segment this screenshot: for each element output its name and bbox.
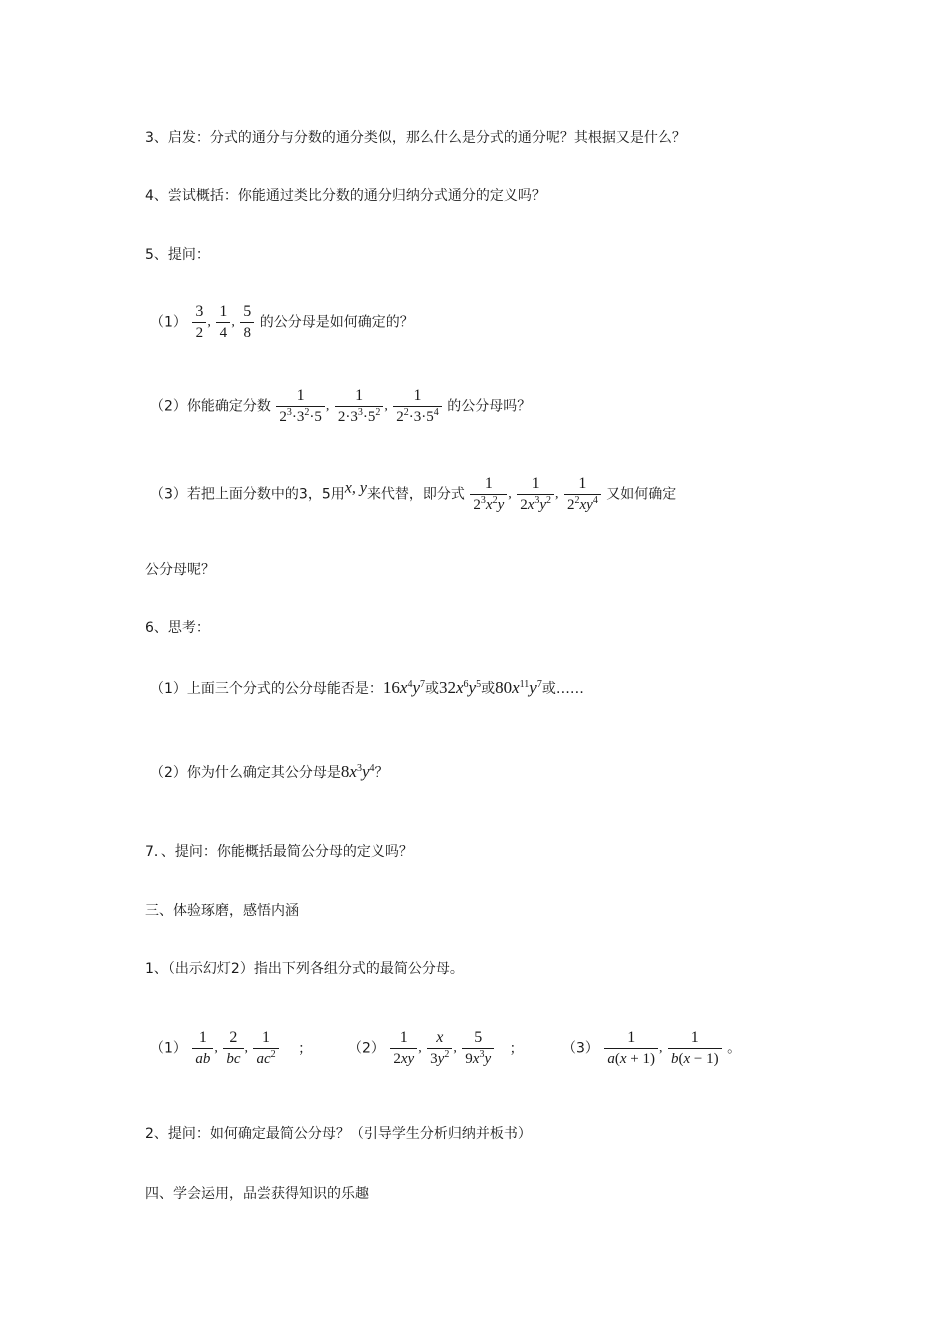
paragraph-3: 3、启发：分式的通分与分数的通分类似，那么什么是分式的通分呢？其根据又是什么？	[145, 130, 686, 146]
fraction: $\frac{x}{3y^2}$	[427, 1028, 452, 1069]
expression: $80x^{11}y^7$	[495, 678, 542, 697]
fraction: $\frac{1}{2x^3y^2}$	[517, 474, 554, 515]
fraction: $\frac{1}{2^3x^2y}$	[470, 474, 507, 515]
fraction: $\frac{2}{bc}$	[223, 1028, 243, 1069]
exercise-group-1: （1） $\frac{1}{ab}$ , $\frac{2}{bc}$ , $\frac{1}{ac^2}$ ；	[150, 1029, 313, 1067]
question-2: （2）你能确定分数 $\frac{1}{2^3\cdot 3^2\cdot 5}$ , $\frac{1}{2\cdot 3^3\cdot 5^2}$ , $\frac{1}{2^2\cdot 3\cdot 5^4}$ 的公分母吗？	[150, 387, 532, 425]
paragraph-4: 4、尝试概括：你能通过类比分数的通分归纳分式通分的定义吗？	[145, 188, 546, 204]
exercise-group-3: （3） $\frac{1}{a(x + 1)}$ , $\frac{1}{b(x - 1)}$ 。	[562, 1029, 742, 1067]
fraction: $\frac{1}{2xy}$	[390, 1028, 417, 1069]
section-3-heading: 三、体验琢磨，感悟内涵	[145, 903, 299, 919]
fraction: $\frac{3}{2}$	[192, 302, 206, 343]
paragraph-7: 7．、提问：你能概括最简公分母的定义吗？	[145, 844, 413, 860]
exercise-group-2: （2） $\frac{1}{2xy}$ , $\frac{x}{3y^2}$ , $\frac{5}{9x^3y}$ ；	[348, 1029, 524, 1067]
fraction: $\frac{1}{4}$	[216, 302, 230, 343]
fraction: $\frac{5}{8}$	[240, 302, 254, 343]
fraction: $\frac{5}{9x^3y}$	[462, 1028, 494, 1069]
exercise-1: 1、（出示幻灯2）指出下列各组分式的最简公分母。	[145, 961, 464, 977]
section-4-heading: 四、学会运用，品尝获得知识的乐趣	[145, 1186, 369, 1202]
fraction: $\frac{1}{b(x - 1)}$	[668, 1028, 722, 1069]
question-3: （3）若把上面分数中的3，5用x, y来代替，即分式 $\frac{1}{2^3x^2y}$ , $\frac{1}{2x^3y^2}$ , $\frac{1}{2^2xy^4}$ 又如何确定	[150, 475, 677, 513]
expression: $32x^6y^5$	[439, 678, 482, 697]
question-1: （1） $\frac{3}{2}$ , $\frac{1}{4}$ , $\frac{5}{8}$ 的公分母是如何确定的？	[150, 303, 414, 341]
expression: $16x^4y^7$	[382, 678, 425, 697]
fraction: $\frac{1}{ac^2}$	[253, 1028, 278, 1069]
fraction: $\frac{1}{2^3\cdot 3^2\cdot 5}$	[276, 386, 325, 427]
think-2: （2）你为什么确定其公分母是$8x^3y^4$？	[150, 762, 389, 781]
paragraph-5: 5、提问：	[145, 247, 210, 263]
fraction: $\frac{1}{2^2\cdot 3\cdot 5^4}$	[393, 386, 442, 427]
paragraph-6: 6、思考：	[145, 620, 210, 636]
exercise-2: 2、提问：如何确定最简公分母？（引导学生分析归纳并板书）	[145, 1126, 532, 1142]
fraction: $\frac{1}{2^2xy^4}$	[564, 474, 601, 515]
think-1: （1）上面三个分式的公分母能否是：$16x^4y^7$或$32x^6y^5$或$80x^{11}y^7$或……	[150, 678, 584, 697]
fraction: $\frac{1}{ab}$	[192, 1028, 213, 1069]
expression: $8x^3y^4$	[340, 762, 375, 781]
question-3-continued: 公分母呢？	[145, 562, 215, 578]
fraction: $\frac{1}{a(x + 1)}$	[604, 1028, 658, 1069]
fraction: $\frac{1}{2\cdot 3^3\cdot 5^2}$	[335, 386, 384, 427]
